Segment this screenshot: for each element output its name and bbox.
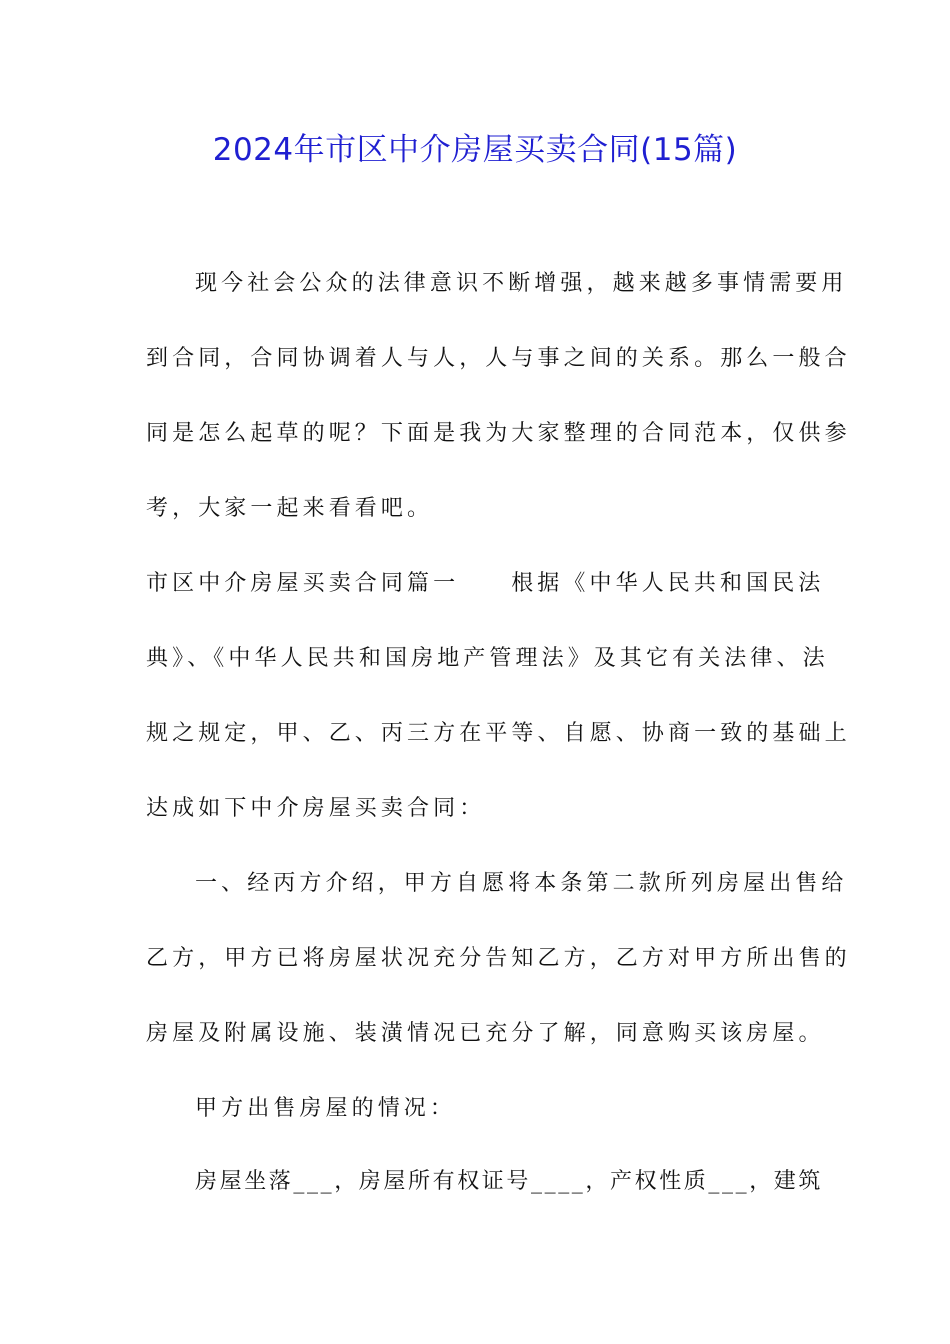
paragraph-line: 一、经丙方介绍，甲方自愿将本条第二款所列房屋出售给 (195, 871, 848, 896)
paragraph-line: 考，大家一起来看看吧。 (146, 496, 434, 521)
paragraph-line: 房屋坐落___，房屋所有权证号____，产权性质___，建筑 (195, 1169, 824, 1194)
paragraph-line: 典》、《中华人民共和国房地产管理法》及其它有关法律、法 (146, 646, 829, 671)
paragraph-line: 到合同，合同协调着人与人，人与事之间的关系。那么一般合 (146, 346, 851, 371)
paragraph-line: 规之规定，甲、乙、丙三方在平等、自愿、协商一致的基础上 (146, 721, 851, 746)
section-heading-line (146, 568, 825, 600)
paragraph-line: 甲方出售房屋的情况： (195, 1096, 457, 1121)
document-title: 2024年市区中介房屋买卖合同(15篇) (212, 132, 738, 168)
section-heading: 市区中介房屋买卖合同篇一 (146, 571, 460, 596)
paragraph-line: 乙方，甲方已将房屋状况充分告知乙方，乙方对甲方所出售的 (146, 946, 851, 971)
paragraph-line: 现今社会公众的法律意识不断增强，越来越多事情需要用 (195, 271, 848, 296)
section-text: 根据《中华人民共和国民法 (511, 571, 825, 596)
paragraph-line: 达成如下中介房屋买卖合同： (146, 796, 486, 821)
paragraph-line: 房屋及附属设施、装潢情况已充分了解，同意购买该房屋。 (146, 1021, 825, 1046)
paragraph-line: 同是怎么起草的呢？下面是我为大家整理的合同范本，仅供参 (146, 421, 851, 446)
